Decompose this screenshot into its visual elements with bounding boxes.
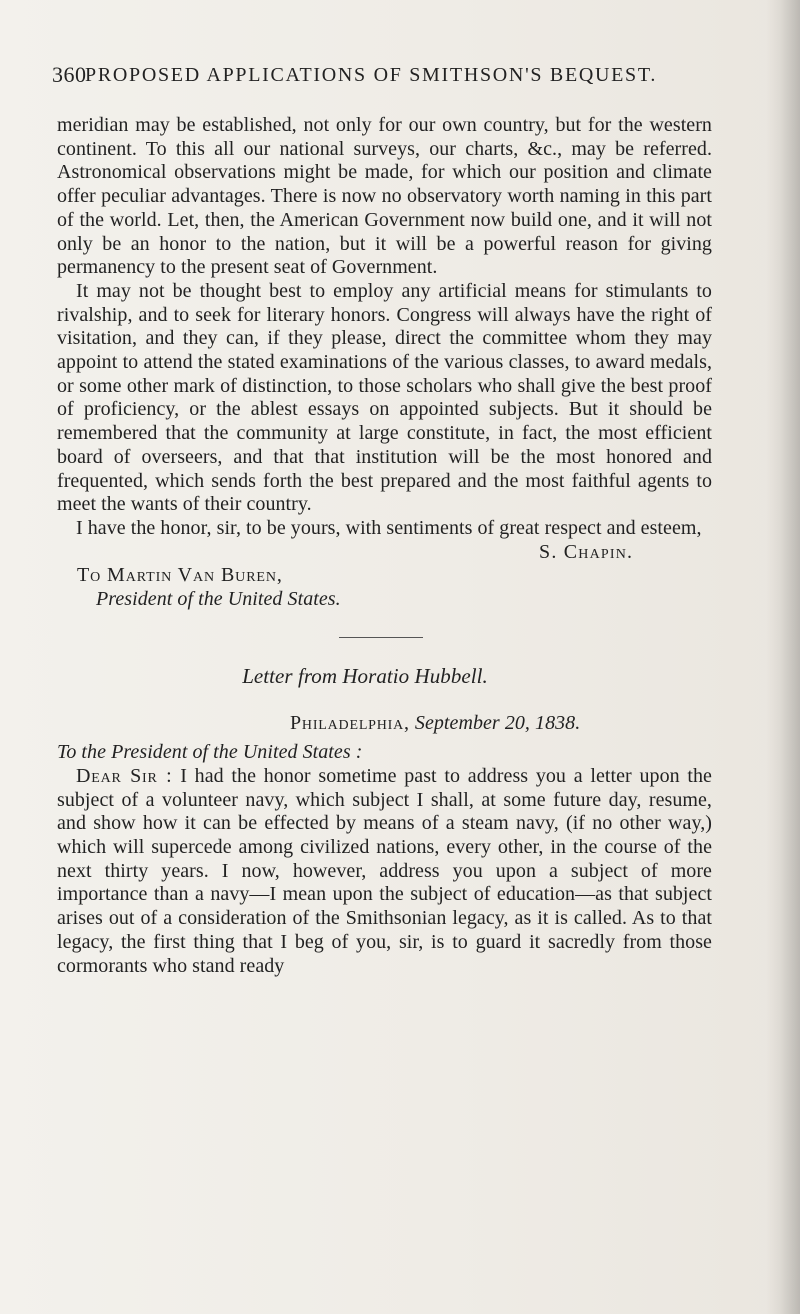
page-number: 360 (52, 62, 87, 87)
paragraph-closing-sentiment: I have the honor, sir, to be yours, with sentiments of great respect and esteem, (76, 516, 702, 539)
signature: S. Chapin. (539, 540, 634, 563)
paragraph-rivalship: It may not be thought best to employ any artificial means for stimulants to rivalship, and to seek for literary honors. Congress will always have the right of visitation, and they can, if they please, direct the committee whom they may appoint to attend the stated examinations of the various classes, to award medals, or some other mark of distinction, to those scholars who shall give the best proof of proficiency, or the ablest essays on appointed subjects. But it should be remembered that the community at large constitute, in fact, the most efficient board of overseers, and that that institution will be the most honored and frequented, which sends forth the best prepared and the most faithful agents to meet the wants of their country. (57, 279, 712, 516)
addressee-title: President of the United States. (96, 588, 341, 611)
recipient-line: To the President of the United States : (57, 741, 363, 764)
page-body (57, 114, 712, 978)
running-head: PROPOSED APPLICATIONS OF SMITHSON'S BEQUEST. (85, 64, 658, 86)
dateline-place: Philadelphia, (290, 712, 410, 735)
addressee-name: To Martin Van Buren, (77, 564, 283, 587)
section-divider (339, 637, 423, 638)
page-edge-shadow (766, 0, 800, 1314)
letter-body (57, 765, 712, 978)
letter-heading: Letter from Horatio Hubbell. (242, 663, 488, 688)
paragraph-meridian: meridian may be established, not only for our own country, but for the western continent. To this all our national surveys, our charts, &c., may be referred. Astronomical observations might be made, for which our position and climate offer peculiar advantages. There is now no observatory worth naming in this part of the world. Let, then, the American Government now build one, and it will not only be an honor to the nation, but it will be a powerful reason for giving permanency to the present seat of Government. (57, 114, 712, 279)
dateline (57, 712, 712, 736)
salutation: Dear Sir : (76, 764, 173, 787)
dateline-date: September 20, 1838. (414, 712, 581, 735)
letter-body-text: I had the honor sometime past to address you a letter upon the subject of a volunteer navy, which subject I shall, at some future day, resume, and show how it can be effected by means of a steam navy, (if no other way,) which will supercede among civilized nations, every other, in the course of the next thirty years. I now, however, address you upon a subject of more importance than a navy—I mean upon the subject of education—as that subject arises out of a consideration of the Smithsonian legacy, as it is called. As to that legacy, the first thing that I beg of you, sir, is to guard it sacredly from those cormorants who stand ready (57, 764, 712, 977)
page-header (52, 62, 722, 92)
